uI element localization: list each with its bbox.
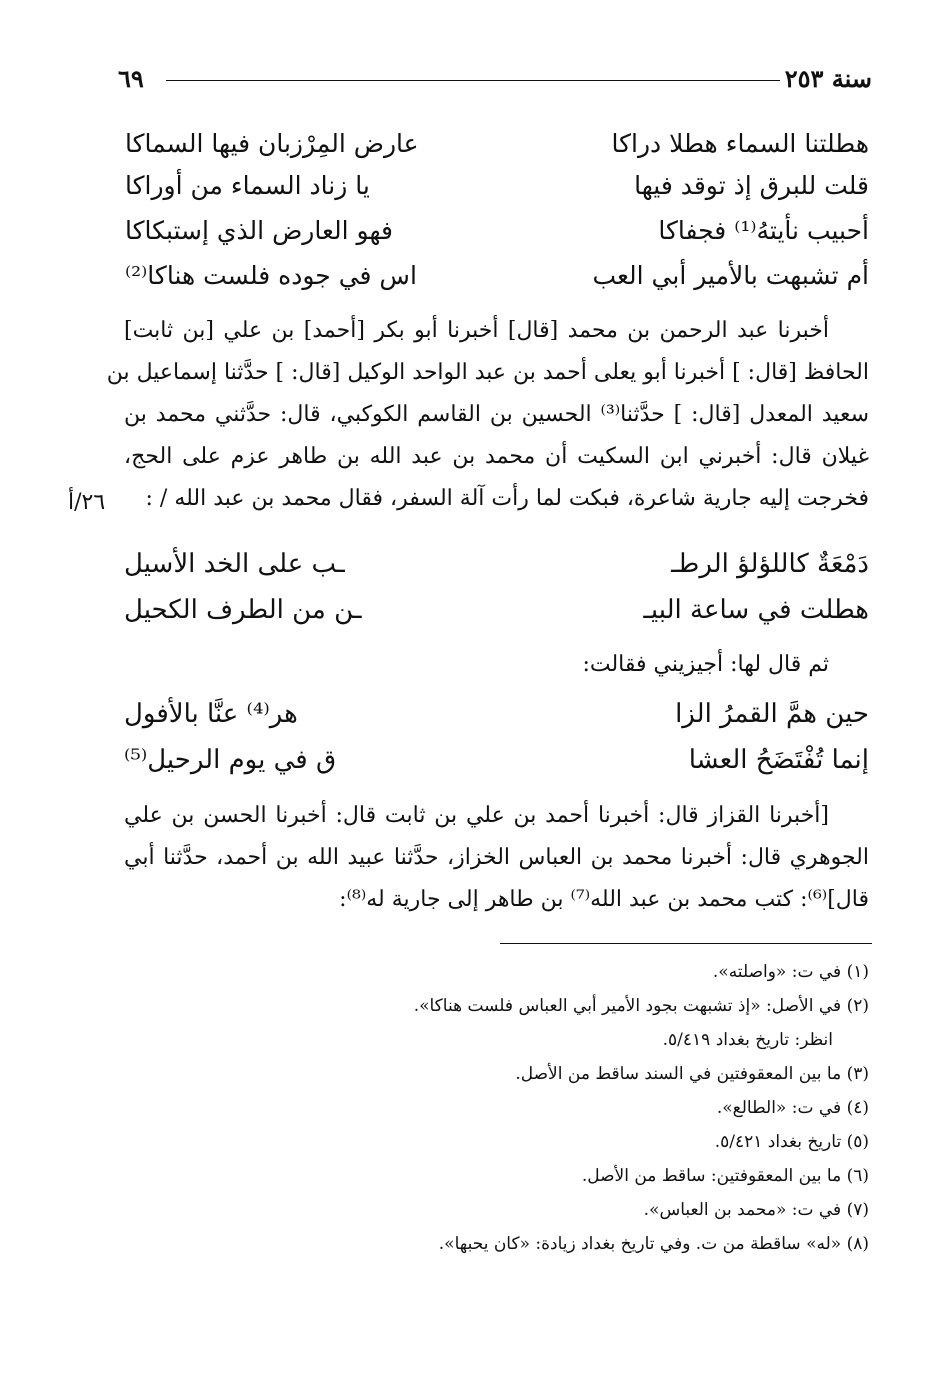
- page-header: [118, 64, 872, 100]
- footnotes: [109, 955, 869, 1261]
- verse-1-second-hemistich: عارض المِرْزبان فيها السماكا: [125, 129, 419, 158]
- para-1-line-5: فخرجت إليه جارية شاعرة، فبكت لما رأت آلة السفر، فقال محمد بن عبد الله / :: [145, 486, 869, 511]
- footnote-2: (٢) في الأصل: «إذ تشبهت بجود الأمير أبي العباس فلست هناكا».: [413, 996, 869, 1016]
- poem-3: [124, 690, 869, 786]
- footnote-8: (٨) «له» ساقطة من ت. وفي تاريخ بغداد زيادة: «كان يحبها».: [438, 1234, 869, 1254]
- poem-3-verse-1-first: حين همَّ القمرُ الزا: [675, 699, 869, 729]
- para-1-line-4: غيلان قال: أخبرني ابن السكيت أن محمد بن عبد الله بن طاهر عزم على الحج،: [124, 444, 869, 469]
- footnote-6: (٦) ما بين المعقوفتين: ساقط من الأصل.: [581, 1166, 869, 1186]
- manuscript-folio-marker: ٢٦/أ: [68, 490, 106, 515]
- poem-2-verse-2-first: هطلت في ساعة البيـ: [643, 595, 869, 625]
- poem-2-verse-1-second: ـب على الخد الأسيل: [124, 549, 345, 579]
- transition-line: ثم قال لها: أجيزيني فقالت:: [582, 652, 829, 677]
- isnad-paragraph-2: [124, 795, 869, 921]
- footnote-3: (٣) ما بين المعقوفتين في السند ساقط من الأصل.: [515, 1064, 869, 1084]
- footnote-1: (١) في ت: «واصلته».: [712, 962, 869, 982]
- footnote-5: (٥) تاريخ بغداد ٥/٤٢١.: [714, 1132, 869, 1152]
- poem-3-verse-2-first: إنما تُفْتَضَحُ العشا: [688, 745, 869, 775]
- isnad-paragraph-1: [106, 310, 869, 520]
- header-rule: [166, 80, 780, 81]
- running-head-year: سنة ٢٥٣: [784, 64, 872, 93]
- poem-2-verse-2-second: ـن من الطرف الكحيل: [124, 595, 362, 625]
- verse-2-second-hemistich: يا زناد السماء من أوراكا: [125, 171, 370, 200]
- para-2-line-3: قال]⁽⁶⁾: كتب محمد بن عبد الله⁽⁷⁾ بن طاهر إلى جارية له⁽⁸⁾:: [339, 887, 869, 912]
- poem-3-verse-1-second: هر⁽⁴⁾ عنَّا بالأفول: [124, 699, 298, 729]
- footnote-2-reference: انظر: تاريخ بغداد ٥/٤١٩.: [662, 1030, 833, 1050]
- verse-1-first-hemistich: هطلتنا السماء هطلا دراكا: [611, 129, 869, 158]
- para-1-line-3: سعيد المعدل [قال: ] حدَّثنا⁽³⁾ الحسين بن القاسم الكوكبي، قال: حدَّثني محمد بن: [124, 402, 869, 427]
- footnote-7: (٧) في ت: «محمد بن العباس».: [643, 1200, 869, 1220]
- para-2-line-1: [أخبرنا القزاز قال: أخبرنا أحمد بن علي بن ثابت قال: أخبرنا الحسن بن علي: [124, 803, 829, 828]
- para-1-line-1: أخبرنا عبد الرحمن بن محمد [قال] أخبرنا أبو بكر [أحمد] بن علي [بن ثابت]: [124, 318, 829, 343]
- para-1-line-2: الحافظ [قال: ] أخبرنا أبو يعلى أحمد بن عبد الواحد الوكيل [قال: ] حدَّثنا إسماعيل بن: [106, 360, 869, 385]
- verse-3-first-hemistich: أحبيب نأيتهُ⁽¹⁾ فجفاكا: [658, 216, 869, 245]
- poem-3-verse-2-second: ق في يوم الرحيل⁽⁵⁾: [124, 745, 337, 775]
- verse-4-first-hemistich: أم تشبهت بالأمير أبي العب: [592, 261, 869, 290]
- footnote-separator: [500, 943, 872, 944]
- verse-3-second-hemistich: فهو العارض الذي إستبكاكا: [125, 216, 393, 245]
- para-2-line-2: الجوهري قال: أخبرنا محمد بن العباس الخزاز، حدَّثنا عبيد الله بن أحمد، حدَّثنا أبي: [124, 845, 869, 870]
- poem-2-verse-1-first: دَمْعَةٌ كاللؤلؤ الرطـ: [671, 549, 869, 579]
- footnote-4: (٤) في ت: «الطالع».: [716, 1098, 869, 1118]
- verse-4-second-hemistich: اس في جوده فلست هناكا⁽²⁾: [125, 261, 417, 290]
- poem-2: [124, 540, 869, 636]
- page-number: ٦٩: [118, 64, 144, 93]
- verse-2-first-hemistich: قلت للبرق إذ توقد فيها: [634, 171, 869, 200]
